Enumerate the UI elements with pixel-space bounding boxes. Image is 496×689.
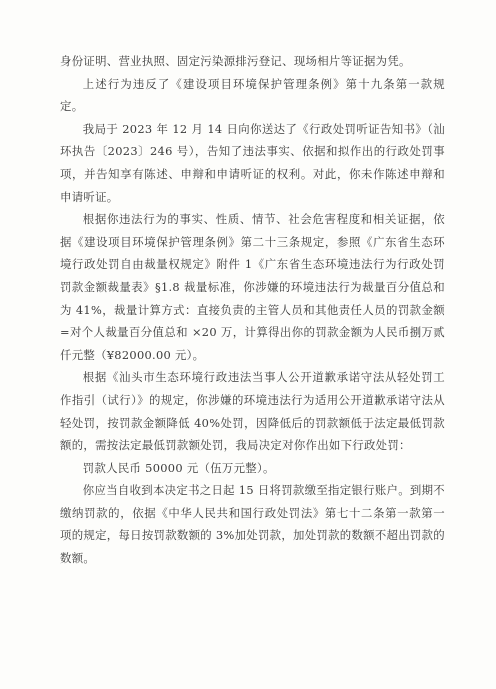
paragraph-payment-terms: 你应当自收到本决定书之日起 15 日将罚款缴至指定银行账户。到期不缴纳罚款的，依据《中华人民共和国行政处罚法》第七十二条第一款第一项的规定，每日按罚款数额的 3%加处罚款，加处罚款的数额不超出罚款的数额。 xyxy=(60,483,446,566)
paragraph-evidence: 身份证明、营业执照、固定污染源排污登记、现场相片等证据为凭。 xyxy=(60,54,411,68)
paragraph-penalty-amount: 罚款人民币 50000 元（伍万元整）。 xyxy=(82,460,275,475)
paragraph-hearing-notice: 我局于 2023 年 12 月 14 日向你送达了《行政处罚听证告知书》（汕环执告〔2023〕246 号），告知了违法事实、依据和拟作出的行政处罚事项，并告知享有陈述、申辩和申请听证的权利。对此，你未作陈述申辩和申请听证。 xyxy=(60,121,445,204)
paragraph-leniency: 根据《汕头市生态环境行政违法当事人公开道歉承诺守法从轻处罚工作指引（试行）》的规定，你涉嫌的环境违法行为适用公开道歉承诺守法从轻处罚，按罚款金额降低 40%处罚，因降低后的罚款额低于法定最低罚款额的，需按法定最低罚款额处罚，我局决定对你作出如下行政处罚： xyxy=(60,370,445,453)
paragraph-violation: 上述行为违反了《建设项目环境保护管理条例》第十九条第一款规定。 xyxy=(60,76,445,114)
paragraph-penalty-basis: 根据你违法行为的事实、性质、情节、社会危害程度和相关证据，依据《建设项目环境保护管理条例》第二十三条规定，参照《广东省生态环境行政处罚自由裁量权规定》附件 1《广东省生态环境违法行为行政处罚罚款金额裁量表》§1.8 裁量标准，你涉嫌的环境违法行为裁量百分值总和为 41%，裁量计算方式：直接负责的主管人员和其他责任人员的罚款金额=对个人裁量百分值总和 ×20 万，计算得出你的罚款金额为人民币捌万贰仟元整（¥82000.00 元）。 xyxy=(60,212,445,362)
document-page xyxy=(60,50,445,570)
